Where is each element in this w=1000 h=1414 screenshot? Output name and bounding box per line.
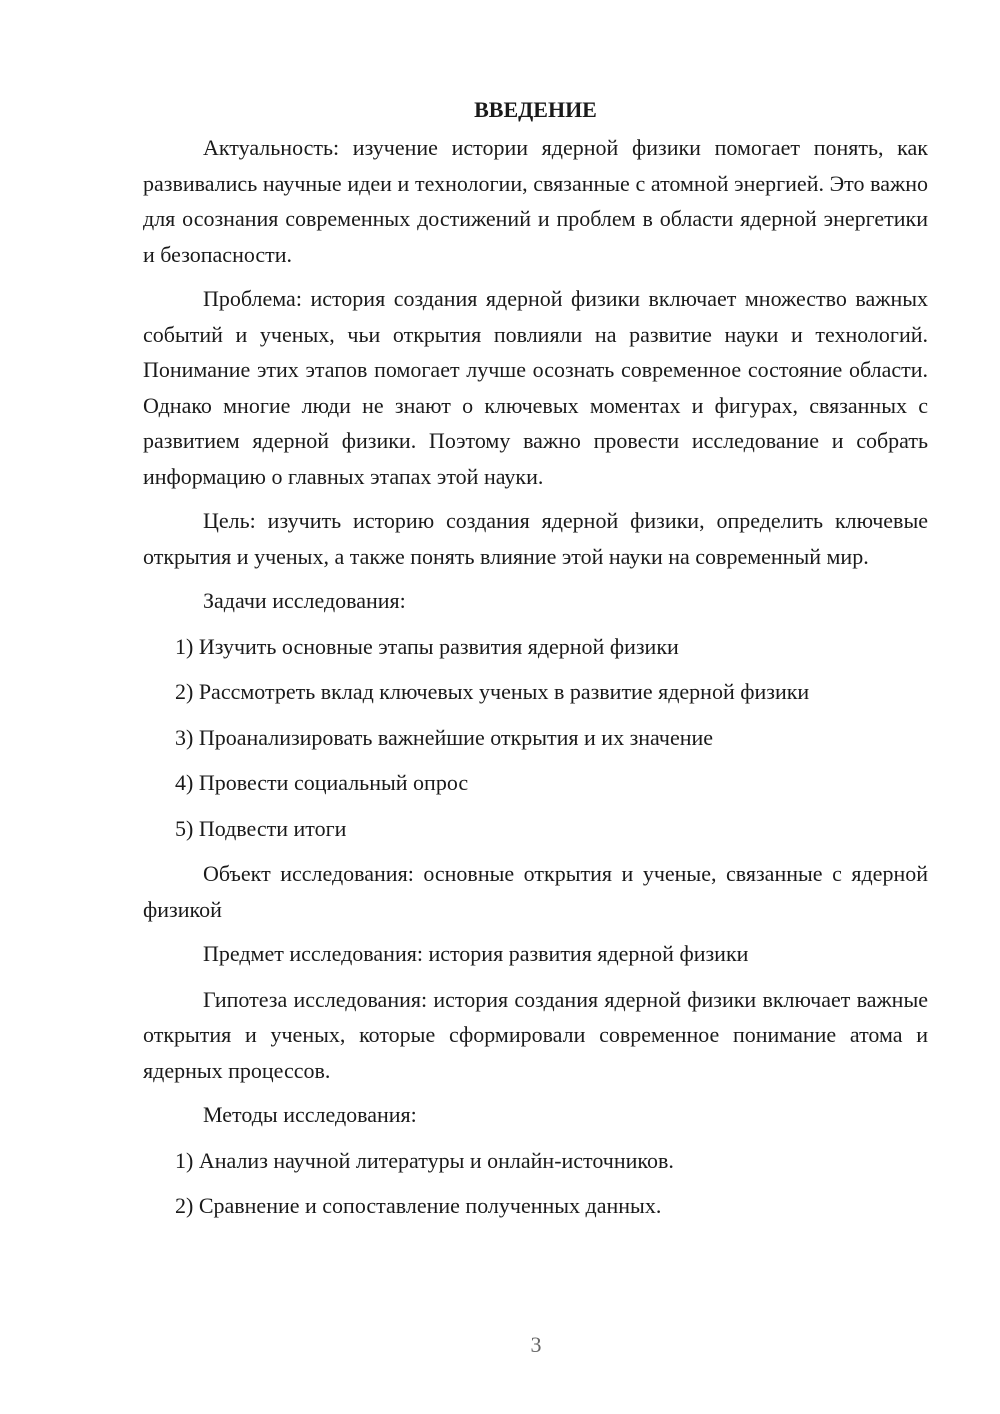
problem-paragraph: Проблема: история создания ядерной физики включает множество важных событий и ученых, чьи открытия повлияли на развитие науки и технологий. Понимание этих этапов помогает лучше осознать современное состояние области. Однако многие люди не знают о ключевых моментах и фигурах, связанных с развитием ядерной физики. Поэтому важно провести исследование и собрать информацию о главных этапах этой науки. <box>143 286 928 489</box>
task-item: 1) Изучить основные этапы развития ядерной физики <box>175 633 679 659</box>
method-item: 2) Сравнение и сопоставление полученных данных. <box>175 1193 662 1218</box>
tasks-list <box>143 629 928 847</box>
goal-paragraph: Цель: изучить историю создания ядерной физики, определить ключевые открытия и ученых, а также понять влияние этой науки на современный мир. <box>143 508 928 569</box>
task-item: 3) Проанализировать важнейшие открытия и их значение <box>175 724 714 750</box>
page-number: 3 <box>530 1332 542 1357</box>
task-item: 2) Рассмотреть вклад ключевых ученых в развитие ядерной физики <box>175 679 810 704</box>
methods-label: Методы исследования: <box>203 1102 417 1127</box>
relevance-paragraph: Актуальность: изучение истории ядерной физики помогает понять, как развивались научные идеи и технологии, связанные с атомной энергией. Это важно для осознания современных достижений и проблем в области ядерной энергетики и безопасности. <box>143 135 928 267</box>
tasks-label: Задачи исследования: <box>203 588 406 613</box>
task-item: 5) Подвести итоги <box>175 815 347 841</box>
object-paragraph: Объект исследования: основные открытия и ученые, связанные с ядерной физикой <box>143 861 928 922</box>
section-title: ВВЕДЕНИЕ <box>474 97 597 122</box>
methods-list <box>143 1143 928 1224</box>
subject-paragraph: Предмет исследования: история развития ядерной физики <box>203 941 749 966</box>
hypothesis-paragraph: Гипотеза исследования: история создания ядерной физики включает важные открытия и ученых, которые сформировали современное понимание атома и ядерных процессов. <box>143 986 928 1083</box>
method-item: 1) Анализ научной литературы и онлайн-источников. <box>175 1147 674 1173</box>
task-item: 4) Провести социальный опрос <box>175 770 469 795</box>
document-page <box>143 92 928 1234</box>
